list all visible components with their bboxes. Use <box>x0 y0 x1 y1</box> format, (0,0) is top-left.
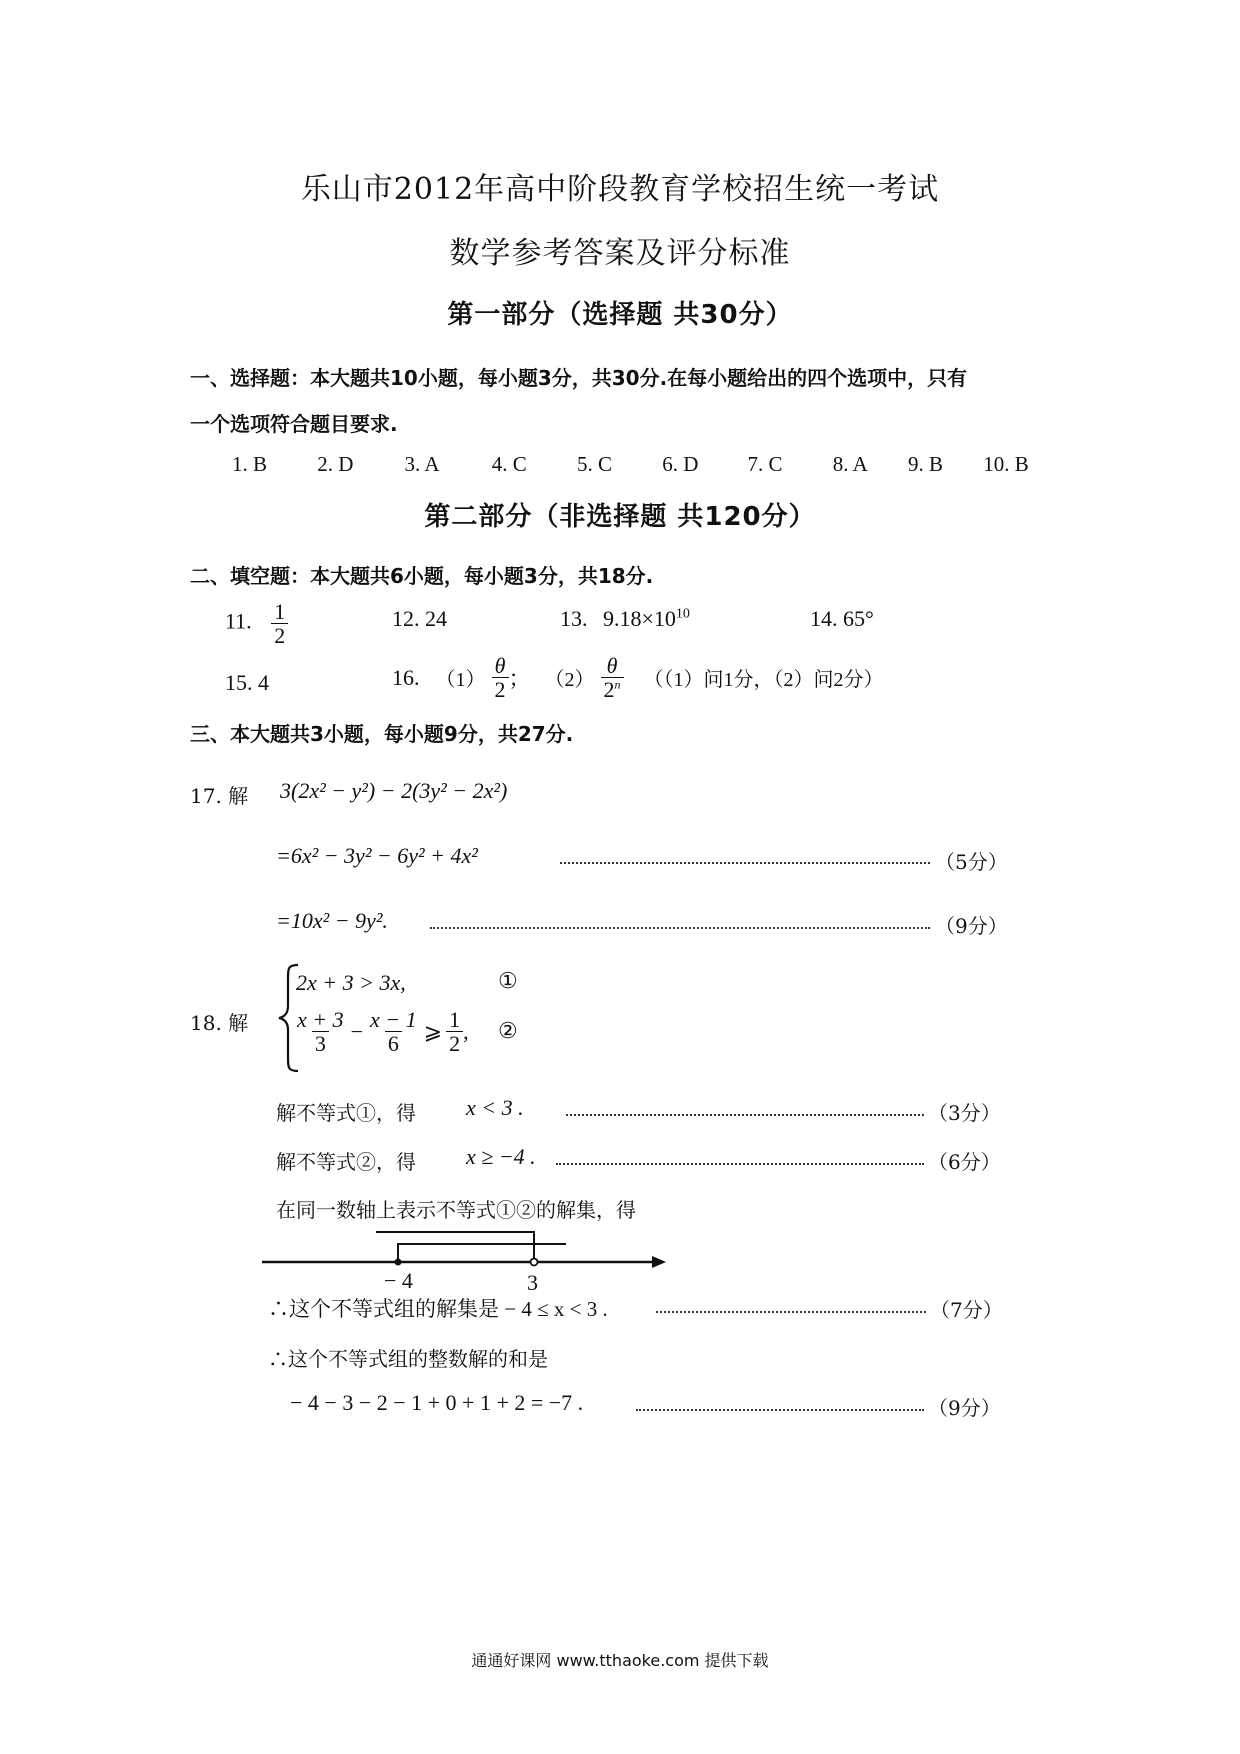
integer-sum: − 4 − 3 − 2 − 1 + 0 + 1 + 2 = −7 . <box>290 1390 584 1415</box>
separator: ； <box>508 666 531 692</box>
q17-label: 17. 解 <box>190 784 249 808</box>
circle-1-mark: ① <box>498 968 518 993</box>
q18-ineq1: 2x + 3 > 3x, <box>296 970 406 995</box>
axis-intro-text: 在同一数轴上表示不等式①②的解集，得 <box>276 1198 636 1222</box>
q18-ineq2 <box>294 1008 469 1055</box>
sol2-text: 解不等式②，得 <box>276 1150 416 1174</box>
q13-number: 13. <box>560 606 588 631</box>
leader-dots <box>556 1163 924 1165</box>
answer-item: 9. B <box>908 452 944 476</box>
leader-dots <box>430 927 930 929</box>
fraction <box>367 1008 420 1055</box>
answer-item: 8. A <box>832 452 868 476</box>
geq-sign: ⩾ <box>423 1018 443 1044</box>
sec3-label: 三、本大题共3小题，每小题9分，共27分. <box>190 722 574 746</box>
q11-answer <box>225 600 288 647</box>
numerator: θ <box>606 653 618 678</box>
numerator: x + 3 <box>297 1007 344 1032</box>
circle-2-mark: ② <box>498 1018 518 1043</box>
numerator: 1 <box>274 599 286 624</box>
q14-answer: 14. 65° <box>810 606 874 631</box>
leader-dots <box>636 1409 924 1411</box>
sum-score: （9分） <box>928 1396 1001 1420</box>
q16-number: 16. <box>392 664 420 690</box>
sol1-text: 解不等式①，得 <box>276 1101 416 1125</box>
q17-line2: =6x² − 3y² − 6y² + 4x² <box>276 843 478 868</box>
fraction <box>446 1008 463 1055</box>
q17-line1: 3(2x² − y²) − 2(3y² − 2x²) <box>280 778 508 803</box>
conclusion-1-score: （7分） <box>930 1298 1003 1322</box>
sol2-score: （6分） <box>928 1150 1001 1174</box>
conclusion-1: ∴这个不等式组的解集是 − 4 ≤ x < 3 . <box>268 1297 608 1321</box>
sol2-math: x ≥ −4 . <box>466 1144 536 1169</box>
sol1-math: x < 3 . <box>466 1095 524 1120</box>
q17-score-9: （9分） <box>935 914 1008 938</box>
denominator: 2 <box>271 623 288 647</box>
q15-answer: 15. 4 <box>225 670 269 695</box>
q13-exponent: 10 <box>675 606 690 622</box>
comma: , <box>463 1018 469 1044</box>
q16-part2-label: （2） <box>544 669 595 692</box>
den-base: 2 <box>603 677 615 703</box>
numerator: x − 1 <box>370 1007 417 1032</box>
answer-item: 1. B <box>232 452 268 476</box>
tick-label-3: 3 <box>527 1270 538 1295</box>
q16-answer <box>392 654 884 701</box>
part2-heading: 第二部分（非选择题 共120分） <box>424 502 816 532</box>
answer-item: 7. C <box>747 452 783 476</box>
answer-item: 6. D <box>662 452 699 476</box>
numerator: 1 <box>449 1007 461 1032</box>
leader-dots <box>566 1114 924 1116</box>
denominator: 3 <box>312 1031 329 1055</box>
tick-label-minus4: − 4 <box>384 1268 413 1293</box>
fraction-theta-over-2n <box>601 654 624 701</box>
q17-score-5: （5分） <box>935 850 1008 874</box>
answer-item: 3. A <box>404 452 440 476</box>
leader-dots <box>560 862 930 864</box>
part1-heading: 第一部分（选择题 共30分） <box>447 300 793 330</box>
answer-item: 4. C <box>491 452 527 476</box>
answer-item: 5. C <box>577 452 613 476</box>
denominator: 2 <box>446 1031 463 1055</box>
answer-key-title: 数学参考答案及评分标准 <box>449 236 791 271</box>
fraction-theta-over-2 <box>492 654 509 701</box>
denominator: 2 <box>492 677 509 701</box>
answer-item: 2. D <box>317 452 354 476</box>
choice-section-label: 一、选择题：本大题共10小题，每小题3分，共30分.在每小题给出的四个选项中，只有 <box>190 366 968 390</box>
number-line <box>260 1228 670 1300</box>
fraction <box>294 1008 347 1055</box>
sol1-score: （3分） <box>928 1101 1001 1125</box>
exam-title: 乐山市2012年高中阶段教育学校招生统一考试 <box>300 172 940 207</box>
choice-answers <box>232 452 1029 477</box>
minus-sign: − <box>350 1018 364 1044</box>
conclusion-2: ∴这个不等式组的整数解的和是 <box>268 1347 548 1371</box>
q13-answer <box>560 606 690 632</box>
q16-scoring-note: （（1）问1分，（2）问2分） <box>643 669 884 692</box>
fraction-one-half <box>271 600 288 647</box>
q16-part1-label: （1） <box>435 669 486 692</box>
q12-answer: 12. 24 <box>392 606 447 631</box>
denominator <box>601 677 624 701</box>
den-exponent: n <box>614 677 621 692</box>
q18-label: 18. 解 <box>190 1011 249 1035</box>
answer-item: 10. B <box>983 452 1029 476</box>
fill-section-label: 二、填空题：本大题共6小题，每小题3分，共18分. <box>190 564 654 588</box>
denominator: 6 <box>385 1031 402 1055</box>
q11-number: 11. <box>225 608 252 634</box>
q17-line3: =10x² − 9y². <box>276 908 388 933</box>
leader-dots <box>656 1311 926 1313</box>
q13-base: 9.18×10 <box>603 606 676 631</box>
footer-credit: 通通好课网 www.tthaoke.com 提供下载 <box>471 1651 769 1670</box>
numerator: θ <box>494 653 506 678</box>
choice-section-label-cont: 一个选项符合题目要求. <box>190 412 398 436</box>
